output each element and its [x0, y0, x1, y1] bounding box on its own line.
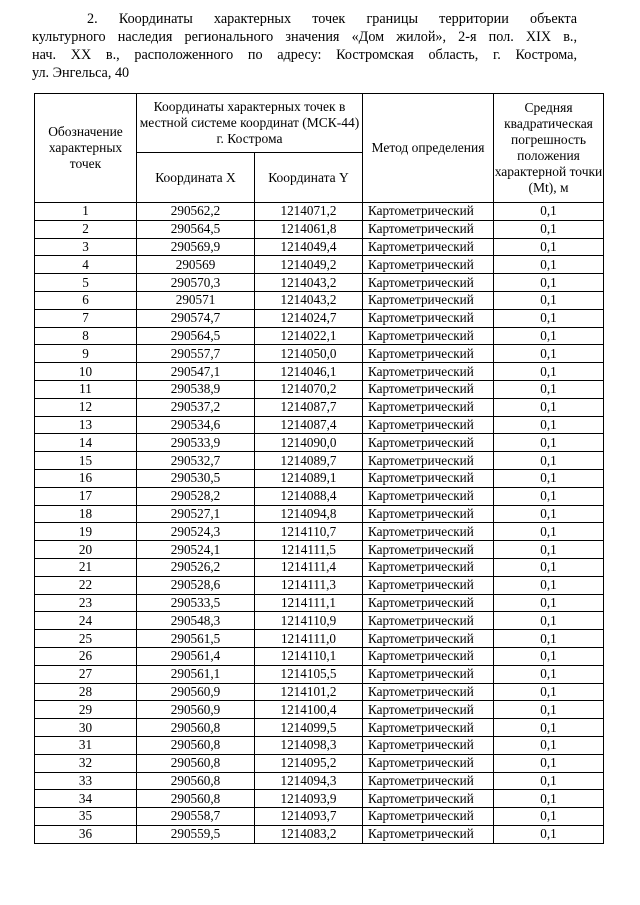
method-cell: Картометрический — [363, 274, 494, 292]
point-number-cell: 10 — [35, 363, 137, 381]
method-cell: Картометрический — [363, 523, 494, 541]
point-number-cell: 23 — [35, 594, 137, 612]
coordinate-x-cell: 290564,5 — [137, 327, 255, 345]
error-cell: 0,1 — [494, 505, 604, 523]
coordinate-y-cell: 1214087,4 — [255, 416, 363, 434]
error-cell: 0,1 — [494, 452, 604, 470]
coordinates-table — [34, 93, 604, 844]
coordinate-y-cell: 1214100,4 — [255, 701, 363, 719]
table-row — [35, 736, 604, 754]
method-cell: Картометрический — [363, 558, 494, 576]
error-cell: 0,1 — [494, 701, 604, 719]
table-body — [35, 203, 604, 844]
coordinate-x-cell: 290526,2 — [137, 558, 255, 576]
point-number-cell: 17 — [35, 487, 137, 505]
point-number-cell: 35 — [35, 808, 137, 826]
heading-line: 2. Координаты характерных точек границы территории объекта — [87, 11, 577, 27]
error-cell: 0,1 — [494, 719, 604, 737]
coordinate-x-cell: 290548,3 — [137, 612, 255, 630]
method-cell: Картометрический — [363, 487, 494, 505]
coordinate-y-cell: 1214111,3 — [255, 576, 363, 594]
coordinate-y-cell: 1214046,1 — [255, 363, 363, 381]
section-heading — [32, 10, 577, 82]
error-cell: 0,1 — [494, 558, 604, 576]
method-cell: Картометрический — [363, 630, 494, 648]
coordinate-x-cell: 290538,9 — [137, 380, 255, 398]
heading-line: культурного наследия регионального значения «Дом жилой», 2-я пол. XIX в., — [32, 29, 577, 45]
point-number-cell: 25 — [35, 630, 137, 648]
point-number-cell: 33 — [35, 772, 137, 790]
point-number-cell: 15 — [35, 452, 137, 470]
point-number-cell: 19 — [35, 523, 137, 541]
coordinate-x-cell: 290574,7 — [137, 309, 255, 327]
method-cell: Картометрический — [363, 772, 494, 790]
point-number-cell: 30 — [35, 719, 137, 737]
table-row — [35, 630, 604, 648]
coordinate-x-cell: 290528,6 — [137, 576, 255, 594]
error-cell: 0,1 — [494, 825, 604, 843]
method-cell: Картометрический — [363, 701, 494, 719]
coordinate-x-cell: 290524,1 — [137, 541, 255, 559]
table-row — [35, 380, 604, 398]
heading-line: ул. Энгельса, 40 — [32, 65, 130, 81]
coordinate-x-cell: 290558,7 — [137, 808, 255, 826]
table-row — [35, 220, 604, 238]
point-number-cell: 4 — [35, 256, 137, 274]
point-number-cell: 18 — [35, 505, 137, 523]
error-cell: 0,1 — [494, 345, 604, 363]
method-cell: Картометрический — [363, 754, 494, 772]
error-cell: 0,1 — [494, 238, 604, 256]
coordinate-y-cell: 1214083,2 — [255, 825, 363, 843]
coordinate-y-cell: 1214093,9 — [255, 790, 363, 808]
method-cell: Картометрический — [363, 683, 494, 701]
coordinate-x-cell: 290527,1 — [137, 505, 255, 523]
coordinate-y-cell: 1214089,7 — [255, 452, 363, 470]
error-cell: 0,1 — [494, 416, 604, 434]
header-designation: Обозначение характерных точек — [35, 94, 137, 203]
coordinate-x-cell: 290561,4 — [137, 647, 255, 665]
method-cell: Картометрический — [363, 363, 494, 381]
coordinate-x-cell: 290524,3 — [137, 523, 255, 541]
coordinate-y-cell: 1214111,4 — [255, 558, 363, 576]
header-error: Средняя квадратическая погрешность положения характерной точки (Mt), м — [494, 94, 604, 203]
error-cell: 0,1 — [494, 612, 604, 630]
point-number-cell: 2 — [35, 220, 137, 238]
error-cell: 0,1 — [494, 541, 604, 559]
table-row — [35, 327, 604, 345]
table-row — [35, 203, 604, 221]
table-row — [35, 309, 604, 327]
error-cell: 0,1 — [494, 363, 604, 381]
coordinate-y-cell: 1214110,7 — [255, 523, 363, 541]
method-cell: Картометрический — [363, 594, 494, 612]
error-cell: 0,1 — [494, 754, 604, 772]
error-cell: 0,1 — [494, 808, 604, 826]
table-row — [35, 558, 604, 576]
coordinate-y-cell: 1214061,8 — [255, 220, 363, 238]
method-cell: Картометрический — [363, 327, 494, 345]
error-cell: 0,1 — [494, 594, 604, 612]
coordinate-x-cell: 290533,9 — [137, 434, 255, 452]
table-row — [35, 808, 604, 826]
coordinate-y-cell: 1214071,2 — [255, 203, 363, 221]
method-cell: Картометрический — [363, 452, 494, 470]
method-cell: Картометрический — [363, 541, 494, 559]
table-row — [35, 665, 604, 683]
point-number-cell: 36 — [35, 825, 137, 843]
point-number-cell: 34 — [35, 790, 137, 808]
coordinate-y-cell: 1214050,0 — [255, 345, 363, 363]
coordinate-y-cell: 1214043,2 — [255, 274, 363, 292]
header-method: Метод определения — [363, 94, 494, 203]
coordinate-y-cell: 1214101,2 — [255, 683, 363, 701]
point-number-cell: 32 — [35, 754, 137, 772]
table-row — [35, 825, 604, 843]
coordinate-y-cell: 1214049,2 — [255, 256, 363, 274]
method-cell: Картометрический — [363, 380, 494, 398]
error-cell: 0,1 — [494, 665, 604, 683]
coordinate-y-cell: 1214111,0 — [255, 630, 363, 648]
method-cell: Картометрический — [363, 665, 494, 683]
coordinate-x-cell: 290560,9 — [137, 701, 255, 719]
error-cell: 0,1 — [494, 220, 604, 238]
method-cell: Картометрический — [363, 309, 494, 327]
error-cell: 0,1 — [494, 790, 604, 808]
method-cell: Картометрический — [363, 736, 494, 754]
coordinate-x-cell: 290571 — [137, 291, 255, 309]
point-number-cell: 12 — [35, 398, 137, 416]
error-cell: 0,1 — [494, 772, 604, 790]
method-cell: Картометрический — [363, 416, 494, 434]
table-row — [35, 719, 604, 737]
error-cell: 0,1 — [494, 256, 604, 274]
coordinate-x-cell: 290569 — [137, 256, 255, 274]
coordinate-x-cell: 290560,8 — [137, 754, 255, 772]
table-row — [35, 576, 604, 594]
table-row — [35, 790, 604, 808]
point-number-cell: 5 — [35, 274, 137, 292]
method-cell: Картометрический — [363, 398, 494, 416]
coordinate-y-cell: 1214110,9 — [255, 612, 363, 630]
point-number-cell: 3 — [35, 238, 137, 256]
method-cell: Картометрический — [363, 256, 494, 274]
point-number-cell: 9 — [35, 345, 137, 363]
method-cell: Картометрический — [363, 220, 494, 238]
heading-line: нач. XX в., расположенного по адресу: Костромская область, г. Кострома, — [32, 47, 577, 63]
coordinate-x-cell: 290560,8 — [137, 790, 255, 808]
coordinate-x-cell: 290557,7 — [137, 345, 255, 363]
table-row — [35, 701, 604, 719]
point-number-cell: 22 — [35, 576, 137, 594]
coordinate-y-cell: 1214043,2 — [255, 291, 363, 309]
header-coordinate-x: Координата X — [137, 153, 255, 203]
coordinate-y-cell: 1214089,1 — [255, 469, 363, 487]
point-number-cell: 13 — [35, 416, 137, 434]
method-cell: Картометрический — [363, 576, 494, 594]
coordinate-y-cell: 1214098,3 — [255, 736, 363, 754]
table-row — [35, 683, 604, 701]
coordinate-y-cell: 1214095,2 — [255, 754, 363, 772]
error-cell: 0,1 — [494, 398, 604, 416]
coordinate-y-cell: 1214094,8 — [255, 505, 363, 523]
table-row — [35, 452, 604, 470]
table-row — [35, 434, 604, 452]
point-number-cell: 16 — [35, 469, 137, 487]
table-row — [35, 612, 604, 630]
point-number-cell: 20 — [35, 541, 137, 559]
point-number-cell: 1 — [35, 203, 137, 221]
method-cell: Картометрический — [363, 825, 494, 843]
error-cell: 0,1 — [494, 274, 604, 292]
error-cell: 0,1 — [494, 327, 604, 345]
coordinate-x-cell: 290560,8 — [137, 736, 255, 754]
table-row — [35, 274, 604, 292]
error-cell: 0,1 — [494, 487, 604, 505]
error-cell: 0,1 — [494, 736, 604, 754]
point-number-cell: 24 — [35, 612, 137, 630]
table-row — [35, 398, 604, 416]
coordinate-y-cell: 1214111,5 — [255, 541, 363, 559]
error-cell: 0,1 — [494, 434, 604, 452]
coordinate-x-cell: 290562,2 — [137, 203, 255, 221]
table-row — [35, 772, 604, 790]
table-row — [35, 541, 604, 559]
coordinate-x-cell: 290534,6 — [137, 416, 255, 434]
method-cell: Картометрический — [363, 238, 494, 256]
coordinate-x-cell: 290561,5 — [137, 630, 255, 648]
coordinate-y-cell: 1214022,1 — [255, 327, 363, 345]
coordinate-x-cell: 290537,2 — [137, 398, 255, 416]
error-cell: 0,1 — [494, 469, 604, 487]
table-row — [35, 291, 604, 309]
table-row — [35, 345, 604, 363]
point-number-cell: 26 — [35, 647, 137, 665]
table-row — [35, 469, 604, 487]
table-row — [35, 487, 604, 505]
table-row — [35, 363, 604, 381]
coordinate-x-cell: 290560,8 — [137, 719, 255, 737]
point-number-cell: 28 — [35, 683, 137, 701]
coordinate-x-cell: 290570,3 — [137, 274, 255, 292]
table-row — [35, 256, 604, 274]
error-cell: 0,1 — [494, 291, 604, 309]
coordinate-x-cell: 290532,7 — [137, 452, 255, 470]
coordinate-x-cell: 290560,9 — [137, 683, 255, 701]
method-cell: Картометрический — [363, 291, 494, 309]
coordinate-y-cell: 1214099,5 — [255, 719, 363, 737]
table-row — [35, 594, 604, 612]
coordinate-y-cell: 1214070,2 — [255, 380, 363, 398]
point-number-cell: 11 — [35, 380, 137, 398]
point-number-cell: 7 — [35, 309, 137, 327]
point-number-cell: 6 — [35, 291, 137, 309]
error-cell: 0,1 — [494, 630, 604, 648]
coordinate-x-cell: 290559,5 — [137, 825, 255, 843]
error-cell: 0,1 — [494, 309, 604, 327]
coordinate-x-cell: 290560,8 — [137, 772, 255, 790]
table-row — [35, 416, 604, 434]
table-row — [35, 238, 604, 256]
method-cell: Картометрический — [363, 808, 494, 826]
coordinate-y-cell: 1214088,4 — [255, 487, 363, 505]
coordinate-y-cell: 1214105,5 — [255, 665, 363, 683]
coordinate-x-cell: 290564,5 — [137, 220, 255, 238]
coordinate-y-cell: 1214049,4 — [255, 238, 363, 256]
table-row — [35, 754, 604, 772]
coordinate-x-cell: 290528,2 — [137, 487, 255, 505]
method-cell: Картометрический — [363, 469, 494, 487]
coordinate-y-cell: 1214024,7 — [255, 309, 363, 327]
method-cell: Картометрический — [363, 612, 494, 630]
coordinate-y-cell: 1214093,7 — [255, 808, 363, 826]
method-cell: Картометрический — [363, 505, 494, 523]
coordinate-x-cell: 290561,1 — [137, 665, 255, 683]
error-cell: 0,1 — [494, 647, 604, 665]
point-number-cell: 31 — [35, 736, 137, 754]
table-row — [35, 523, 604, 541]
coordinate-y-cell: 1214087,7 — [255, 398, 363, 416]
coordinate-x-cell: 290547,1 — [137, 363, 255, 381]
error-cell: 0,1 — [494, 683, 604, 701]
method-cell: Картометрический — [363, 345, 494, 363]
coordinate-y-cell: 1214110,1 — [255, 647, 363, 665]
error-cell: 0,1 — [494, 523, 604, 541]
error-cell: 0,1 — [494, 576, 604, 594]
header-coordinate-system: Координаты характерных точек в местной системе координат (МСК-44) г. Кострома — [137, 94, 363, 153]
table-row — [35, 647, 604, 665]
method-cell: Картометрический — [363, 647, 494, 665]
point-number-cell: 27 — [35, 665, 137, 683]
header-coordinate-y: Координата Y — [255, 153, 363, 203]
error-cell: 0,1 — [494, 203, 604, 221]
error-cell: 0,1 — [494, 380, 604, 398]
coordinate-x-cell: 290569,9 — [137, 238, 255, 256]
point-number-cell: 29 — [35, 701, 137, 719]
method-cell: Картометрический — [363, 434, 494, 452]
point-number-cell: 21 — [35, 558, 137, 576]
point-number-cell: 14 — [35, 434, 137, 452]
coordinate-y-cell: 1214111,1 — [255, 594, 363, 612]
coordinate-x-cell: 290533,5 — [137, 594, 255, 612]
coordinate-x-cell: 290530,5 — [137, 469, 255, 487]
coordinate-y-cell: 1214094,3 — [255, 772, 363, 790]
method-cell: Картометрический — [363, 790, 494, 808]
point-number-cell: 8 — [35, 327, 137, 345]
method-cell: Картометрический — [363, 719, 494, 737]
coordinate-y-cell: 1214090,0 — [255, 434, 363, 452]
table-row — [35, 505, 604, 523]
method-cell: Картометрический — [363, 203, 494, 221]
